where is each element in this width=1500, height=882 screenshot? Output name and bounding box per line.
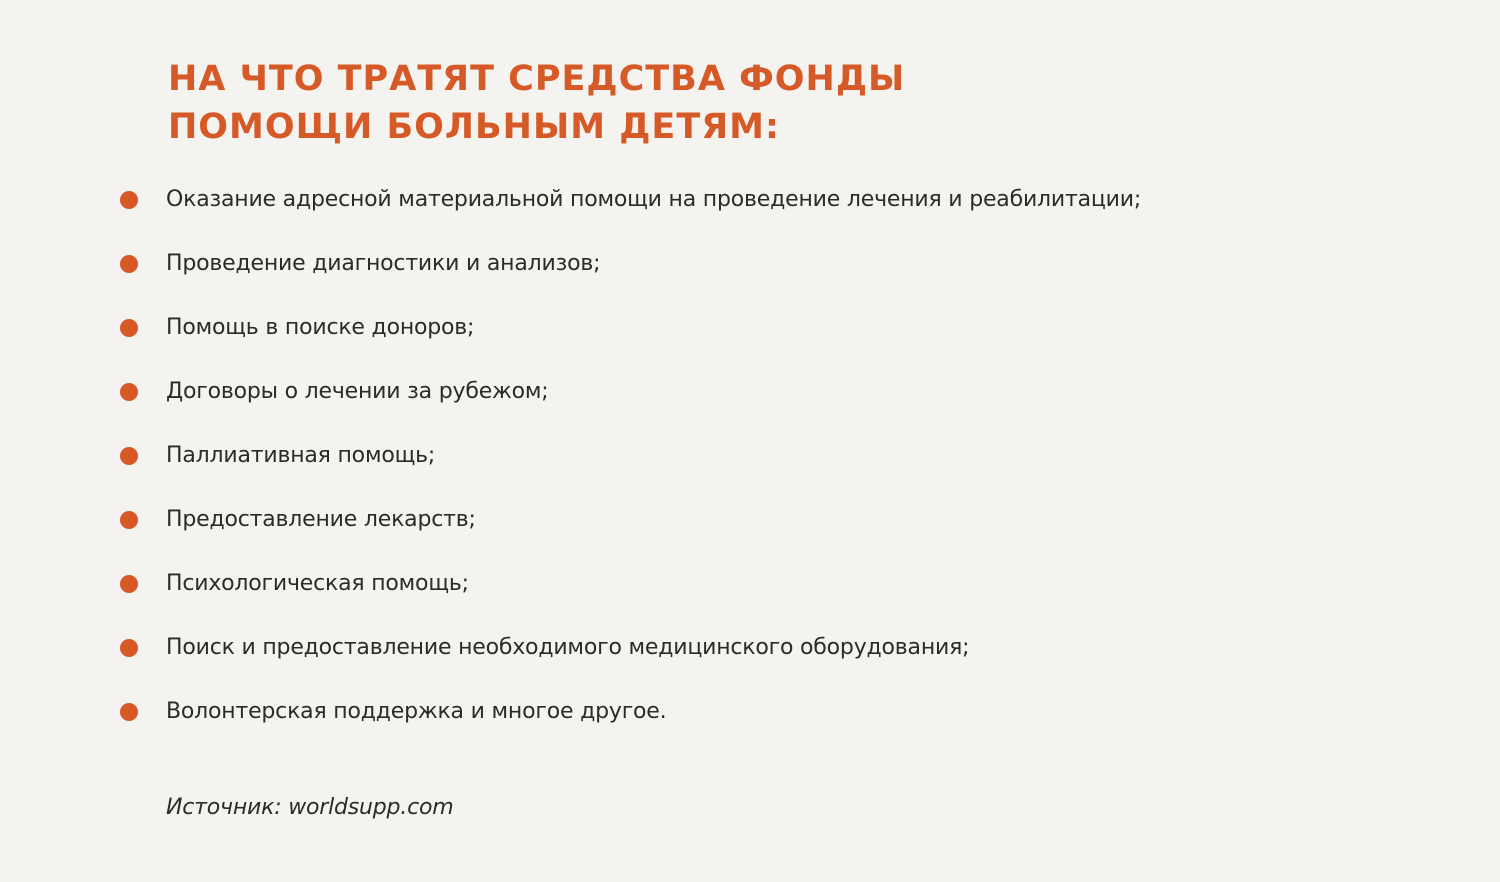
list-item xyxy=(0,488,1500,552)
bullet-dot-icon xyxy=(120,319,138,337)
list-item-text: Психологическая помощь; xyxy=(166,571,469,596)
list-item xyxy=(0,360,1500,424)
bullet-dot-icon xyxy=(120,575,138,593)
list-item-text: Проведение диагностики и анализов; xyxy=(166,251,601,276)
list-item-text: Предоставление лекарств; xyxy=(166,507,476,532)
bullet-dot-icon xyxy=(120,383,138,401)
bullet-dot-icon xyxy=(120,703,138,721)
list-item-text: Оказание адресной материальной помощи на проведение лечения и реабилитации; xyxy=(166,187,1142,212)
bullet-dot-icon xyxy=(120,255,138,273)
title-line-1: НА ЧТО ТРАТЯТ СРЕДСТВА ФОНДЫ xyxy=(168,59,906,99)
bullet-dot-icon xyxy=(120,191,138,209)
bullet-dot-icon xyxy=(120,447,138,465)
list-item-text: Волонтерская поддержка и многое другое. xyxy=(166,699,667,724)
expense-list xyxy=(0,168,1500,744)
title-line-2: ПОМОЩИ БОЛЬНЫМ ДЕТЯМ: xyxy=(168,107,780,147)
list-item xyxy=(0,680,1500,744)
list-item xyxy=(0,296,1500,360)
list-item-text: Паллиативная помощь; xyxy=(166,443,436,468)
list-item xyxy=(0,424,1500,488)
list-item-text: Помощь в поиске доноров; xyxy=(166,315,475,340)
bullet-dot-icon xyxy=(120,639,138,657)
list-item xyxy=(0,232,1500,296)
list-item-text: Поиск и предоставление необходимого медицинского оборудования; xyxy=(166,635,970,660)
bullet-dot-icon xyxy=(120,511,138,529)
list-item xyxy=(0,168,1500,232)
list-item xyxy=(0,552,1500,616)
list-item xyxy=(0,616,1500,680)
page-title xyxy=(168,55,905,151)
source-citation: Источник: worldsupp.com xyxy=(166,795,454,820)
list-item-text: Договоры о лечении за рубежом; xyxy=(166,379,549,404)
